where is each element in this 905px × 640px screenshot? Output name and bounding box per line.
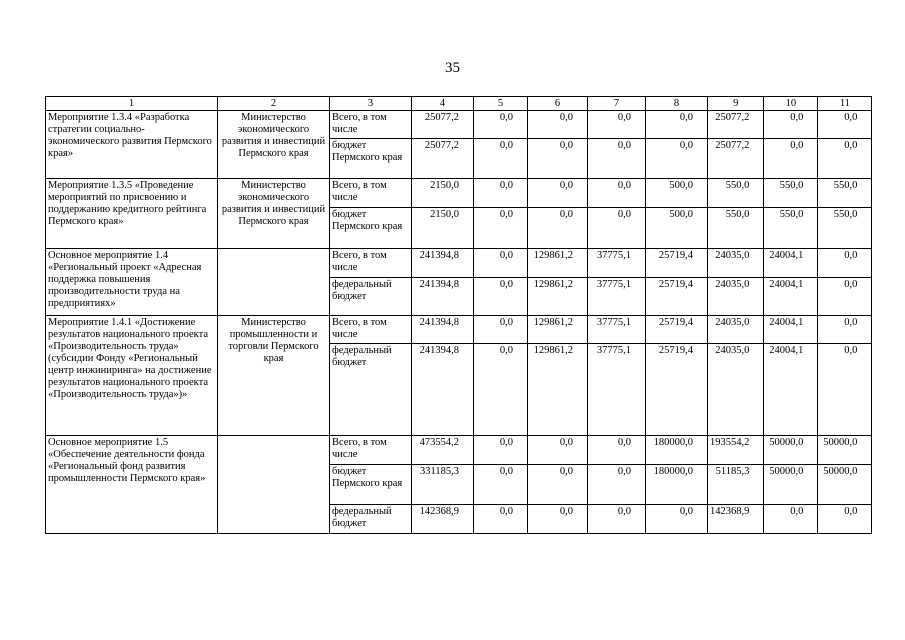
amount-cell: 550,0 [764, 208, 818, 249]
amount-cell: 129861,2 [528, 316, 588, 344]
amount-cell: 24004,1 [764, 344, 818, 436]
amount-cell: 0,0 [528, 208, 588, 249]
table-row [46, 111, 872, 139]
amount-cell: 331185,3 [412, 465, 474, 505]
amount-cell: 241394,8 [412, 249, 474, 278]
amount-cell: 24035,0 [708, 278, 764, 316]
amount-cell: 0,0 [474, 316, 528, 344]
header-cell: 9 [708, 97, 764, 111]
amount-cell: 180000,0 [646, 465, 708, 505]
amount-cell: 0,0 [474, 139, 528, 179]
amount-cell: 0,0 [528, 179, 588, 208]
amount-cell: 50000,0 [818, 465, 872, 505]
amount-cell: 50000,0 [818, 436, 872, 465]
measure-name-cell: Мероприятие 1.3.4 «Разработка стратегии социально-экономического развития Пермского края» [46, 111, 218, 179]
table-row [46, 179, 872, 208]
amount-cell: 500,0 [646, 208, 708, 249]
header-row [46, 97, 872, 111]
amount-cell: 0,0 [818, 344, 872, 436]
amount-cell: 25077,2 [412, 139, 474, 179]
amount-cell: 25719,4 [646, 278, 708, 316]
amount-cell: 50000,0 [764, 465, 818, 505]
amount-cell: 0,0 [474, 278, 528, 316]
executor-cell: Министерство промышленности и торговли Пермского края [218, 316, 330, 436]
amount-cell: 0,0 [474, 249, 528, 278]
executor-cell [218, 436, 330, 534]
funding-source-cell: Всего, в том числе [330, 179, 412, 208]
amount-cell: 24004,1 [764, 249, 818, 278]
funding-source-cell: Всего, в том числе [330, 436, 412, 465]
header-cell: 4 [412, 97, 474, 111]
amount-cell: 25719,4 [646, 249, 708, 278]
amount-cell: 25077,2 [412, 111, 474, 139]
amount-cell: 0,0 [474, 111, 528, 139]
measure-name-cell: Мероприятие 1.4.1 «Достижение результатов национального проекта «Производительность труда» (субсидии Фонду «Региональный центр инжиниринга» на достижение результатов национального проекта «Производительность труда»)» [46, 316, 218, 436]
amount-cell: 0,0 [764, 139, 818, 179]
budget-table [45, 96, 872, 534]
amount-cell: 550,0 [708, 179, 764, 208]
header-cell: 5 [474, 97, 528, 111]
amount-cell: 25719,4 [646, 316, 708, 344]
amount-cell: 24004,1 [764, 278, 818, 316]
funding-source-cell: бюджет Пермского края [330, 465, 412, 505]
amount-cell: 550,0 [708, 208, 764, 249]
amount-cell: 129861,2 [528, 278, 588, 316]
amount-cell: 0,0 [818, 316, 872, 344]
amount-cell: 24035,0 [708, 344, 764, 436]
header-cell: 8 [646, 97, 708, 111]
amount-cell: 24035,0 [708, 249, 764, 278]
funding-source-cell: федеральный бюджет [330, 278, 412, 316]
amount-cell: 37775,1 [588, 278, 646, 316]
header-cell: 2 [218, 97, 330, 111]
header-cell: 7 [588, 97, 646, 111]
amount-cell: 37775,1 [588, 344, 646, 436]
amount-cell: 0,0 [646, 111, 708, 139]
amount-cell: 2150,0 [412, 179, 474, 208]
executor-cell [218, 249, 330, 316]
amount-cell: 473554,2 [412, 436, 474, 465]
amount-cell: 50000,0 [764, 436, 818, 465]
amount-cell: 180000,0 [646, 436, 708, 465]
amount-cell: 0,0 [474, 465, 528, 505]
amount-cell: 0,0 [474, 436, 528, 465]
amount-cell: 142368,9 [412, 505, 474, 534]
funding-source-cell: Всего, в том числе [330, 111, 412, 139]
executor-cell: Министерство экономического развития и инвестиций Пермского края [218, 179, 330, 249]
amount-cell: 0,0 [588, 465, 646, 505]
funding-source-cell: Всего, в том числе [330, 316, 412, 344]
amount-cell: 0,0 [818, 111, 872, 139]
amount-cell: 550,0 [818, 179, 872, 208]
table-row [46, 316, 872, 344]
amount-cell: 25077,2 [708, 111, 764, 139]
amount-cell: 0,0 [588, 179, 646, 208]
amount-cell: 51185,3 [708, 465, 764, 505]
amount-cell: 0,0 [818, 505, 872, 534]
amount-cell: 0,0 [588, 139, 646, 179]
amount-cell: 0,0 [528, 139, 588, 179]
amount-cell: 37775,1 [588, 316, 646, 344]
amount-cell: 129861,2 [528, 249, 588, 278]
amount-cell: 0,0 [646, 505, 708, 534]
amount-cell: 142368,9 [708, 505, 764, 534]
amount-cell: 0,0 [474, 505, 528, 534]
amount-cell: 241394,8 [412, 344, 474, 436]
amount-cell: 0,0 [588, 111, 646, 139]
amount-cell: 193554,2 [708, 436, 764, 465]
measure-name-cell: Мероприятие 1.3.5 «Проведение мероприятий по присвоению и поддержанию кредитного рейтинга Пермского края» [46, 179, 218, 249]
funding-source-cell: бюджет Пермского края [330, 139, 412, 179]
table-body [46, 111, 872, 534]
measure-name-cell: Основное мероприятие 1.5 «Обеспечение деятельности фонда «Региональный фонд развития промышленности Пермского края» [46, 436, 218, 534]
funding-source-cell: федеральный бюджет [330, 505, 412, 534]
amount-cell: 0,0 [474, 179, 528, 208]
amount-cell: 0,0 [764, 505, 818, 534]
header-cell: 1 [46, 97, 218, 111]
amount-cell: 0,0 [528, 465, 588, 505]
header-cell: 6 [528, 97, 588, 111]
amount-cell: 0,0 [588, 505, 646, 534]
table-row [46, 436, 872, 465]
budget-table-wrapper [45, 96, 872, 534]
amount-cell: 0,0 [818, 278, 872, 316]
amount-cell: 25077,2 [708, 139, 764, 179]
amount-cell: 37775,1 [588, 249, 646, 278]
amount-cell: 2150,0 [412, 208, 474, 249]
page-number: 35 [445, 60, 460, 76]
amount-cell: 0,0 [818, 139, 872, 179]
table-row [46, 249, 872, 278]
executor-cell: Министерство экономического развития и инвестиций Пермского края [218, 111, 330, 179]
amount-cell: 0,0 [474, 344, 528, 436]
amount-cell: 500,0 [646, 179, 708, 208]
amount-cell: 0,0 [474, 208, 528, 249]
header-cell: 11 [818, 97, 872, 111]
amount-cell: 0,0 [588, 436, 646, 465]
funding-source-cell: федеральный бюджет [330, 344, 412, 436]
amount-cell: 550,0 [764, 179, 818, 208]
funding-source-cell: бюджет Пермского края [330, 208, 412, 249]
amount-cell: 0,0 [588, 208, 646, 249]
amount-cell: 0,0 [646, 139, 708, 179]
funding-source-cell: Всего, в том числе [330, 249, 412, 278]
amount-cell: 0,0 [528, 505, 588, 534]
amount-cell: 25719,4 [646, 344, 708, 436]
amount-cell: 241394,8 [412, 316, 474, 344]
amount-cell: 0,0 [528, 436, 588, 465]
header-cell: 10 [764, 97, 818, 111]
amount-cell: 24035,0 [708, 316, 764, 344]
amount-cell: 0,0 [764, 111, 818, 139]
header-cell: 3 [330, 97, 412, 111]
amount-cell: 0,0 [818, 249, 872, 278]
amount-cell: 550,0 [818, 208, 872, 249]
amount-cell: 129861,2 [528, 344, 588, 436]
amount-cell: 241394,8 [412, 278, 474, 316]
amount-cell: 0,0 [528, 111, 588, 139]
amount-cell: 24004,1 [764, 316, 818, 344]
measure-name-cell: Основное мероприятие 1.4 «Региональный проект «Адресная поддержка повышения производительности труда на предприятиях» [46, 249, 218, 316]
